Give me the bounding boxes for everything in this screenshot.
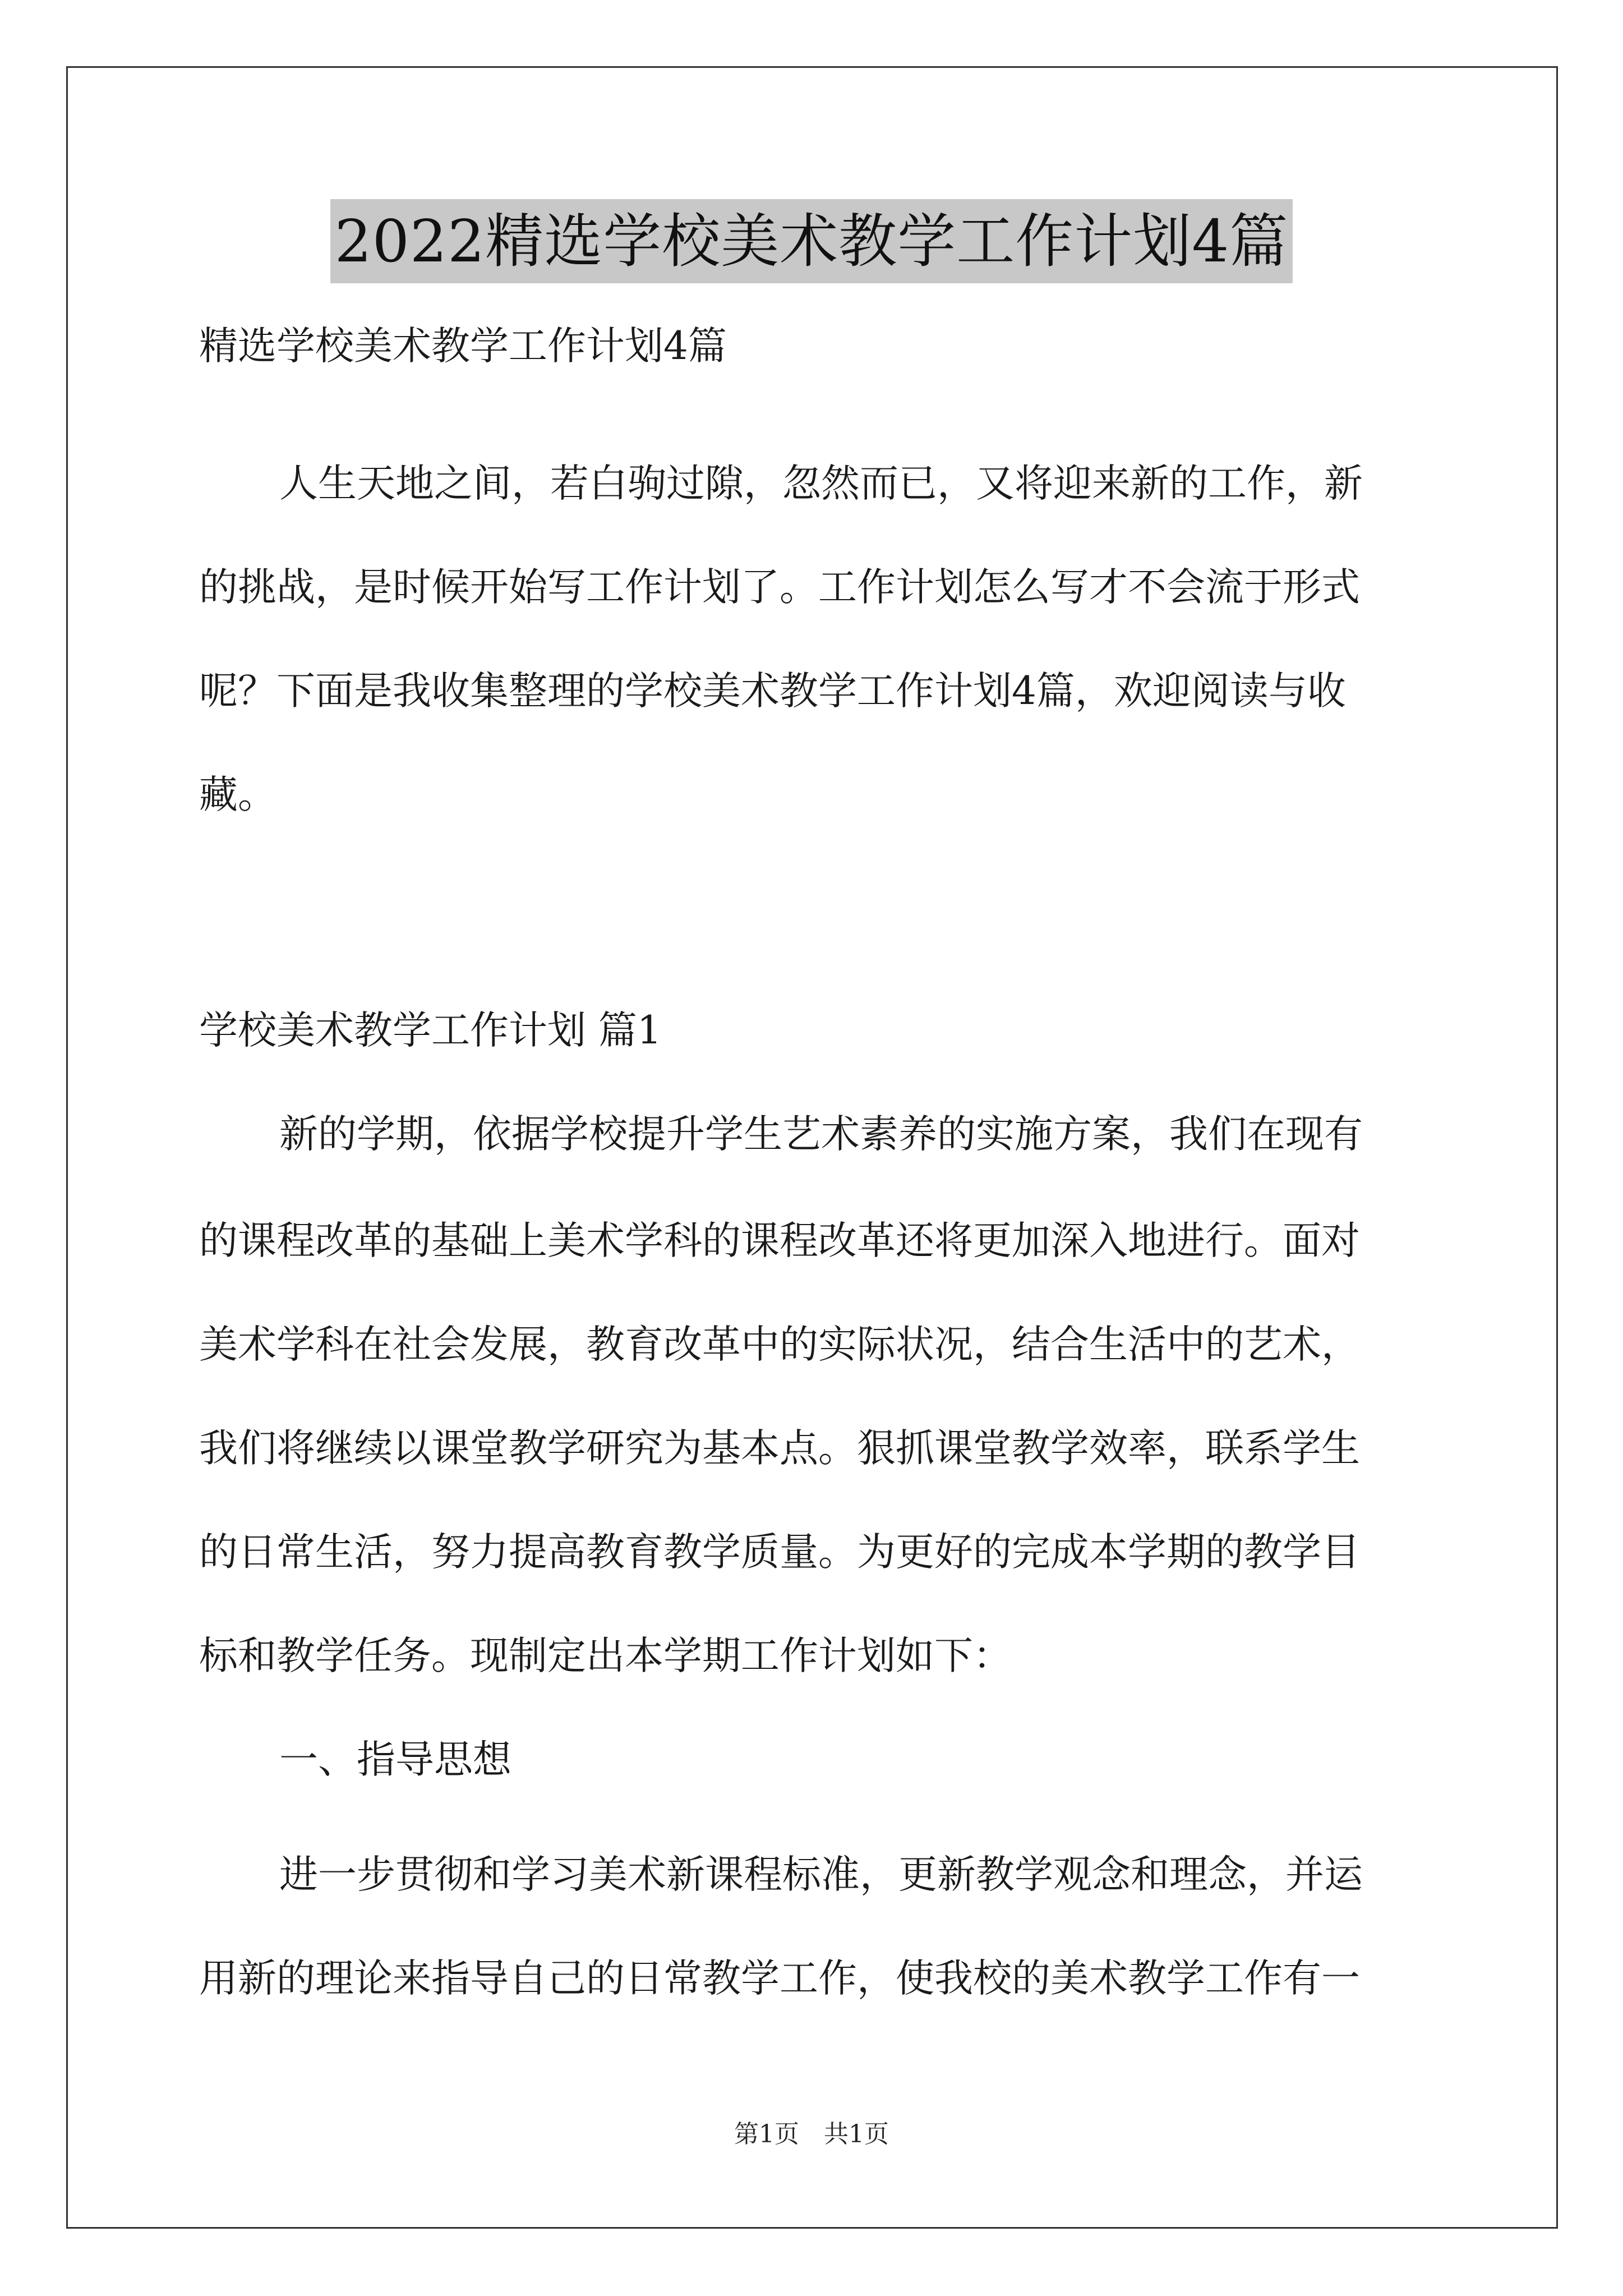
section-heading: 学校美术教学工作计划 篇1 [199, 1008, 662, 1053]
page-footer: 第1页 共1页 [734, 2120, 889, 2148]
title-container [0, 199, 1623, 283]
section-line-4: 我们将继续以课堂教学研究为基本点。狠抓课堂教学效率，联系学生 [199, 1426, 1360, 1471]
document-subtitle: 精选学校美术教学工作计划4篇 [199, 324, 727, 369]
intro-line-2: 的挑战，是时候开始写工作计划了。工作计划怎么写才不会流于形式 [199, 565, 1360, 610]
document-title: 2022精选学校美术教学工作计划4篇 [330, 199, 1293, 283]
section-line-6: 标和教学任务。现制定出本学期工作计划如下： [199, 1634, 1012, 1678]
section-line-2: 的课程改革的基础上美术学科的课程改革还将更加深入地进行。面对 [199, 1218, 1360, 1263]
section-line-5: 的日常生活，努力提高教育教学质量。为更好的完成本学期的教学目 [199, 1530, 1360, 1575]
section-line-3: 美术学科在社会发展，教育改革中的实际状况，结合生活中的艺术， [199, 1322, 1360, 1367]
intro-line-4: 藏。 [199, 772, 276, 817]
guiding-heading: 一、指导思想 [279, 1737, 511, 1782]
intro-line-1: 人生天地之间，若白驹过隙，忽然而已，又将迎来新的工作，新 [279, 461, 1363, 506]
intro-line-3: 呢？下面是我收集整理的学校美术教学工作计划4篇，欢迎阅读与收 [199, 669, 1346, 714]
guiding-line-1: 进一步贯彻和学习美术新课程标准，更新教学观念和理念，并运 [279, 1852, 1363, 1897]
guiding-line-2: 用新的理论来指导自己的日常教学工作，使我校的美术教学工作有一 [199, 1956, 1360, 2001]
section-line-1: 新的学期，依据学校提升学生艺术素养的实施方案，我们在现有 [279, 1112, 1363, 1157]
